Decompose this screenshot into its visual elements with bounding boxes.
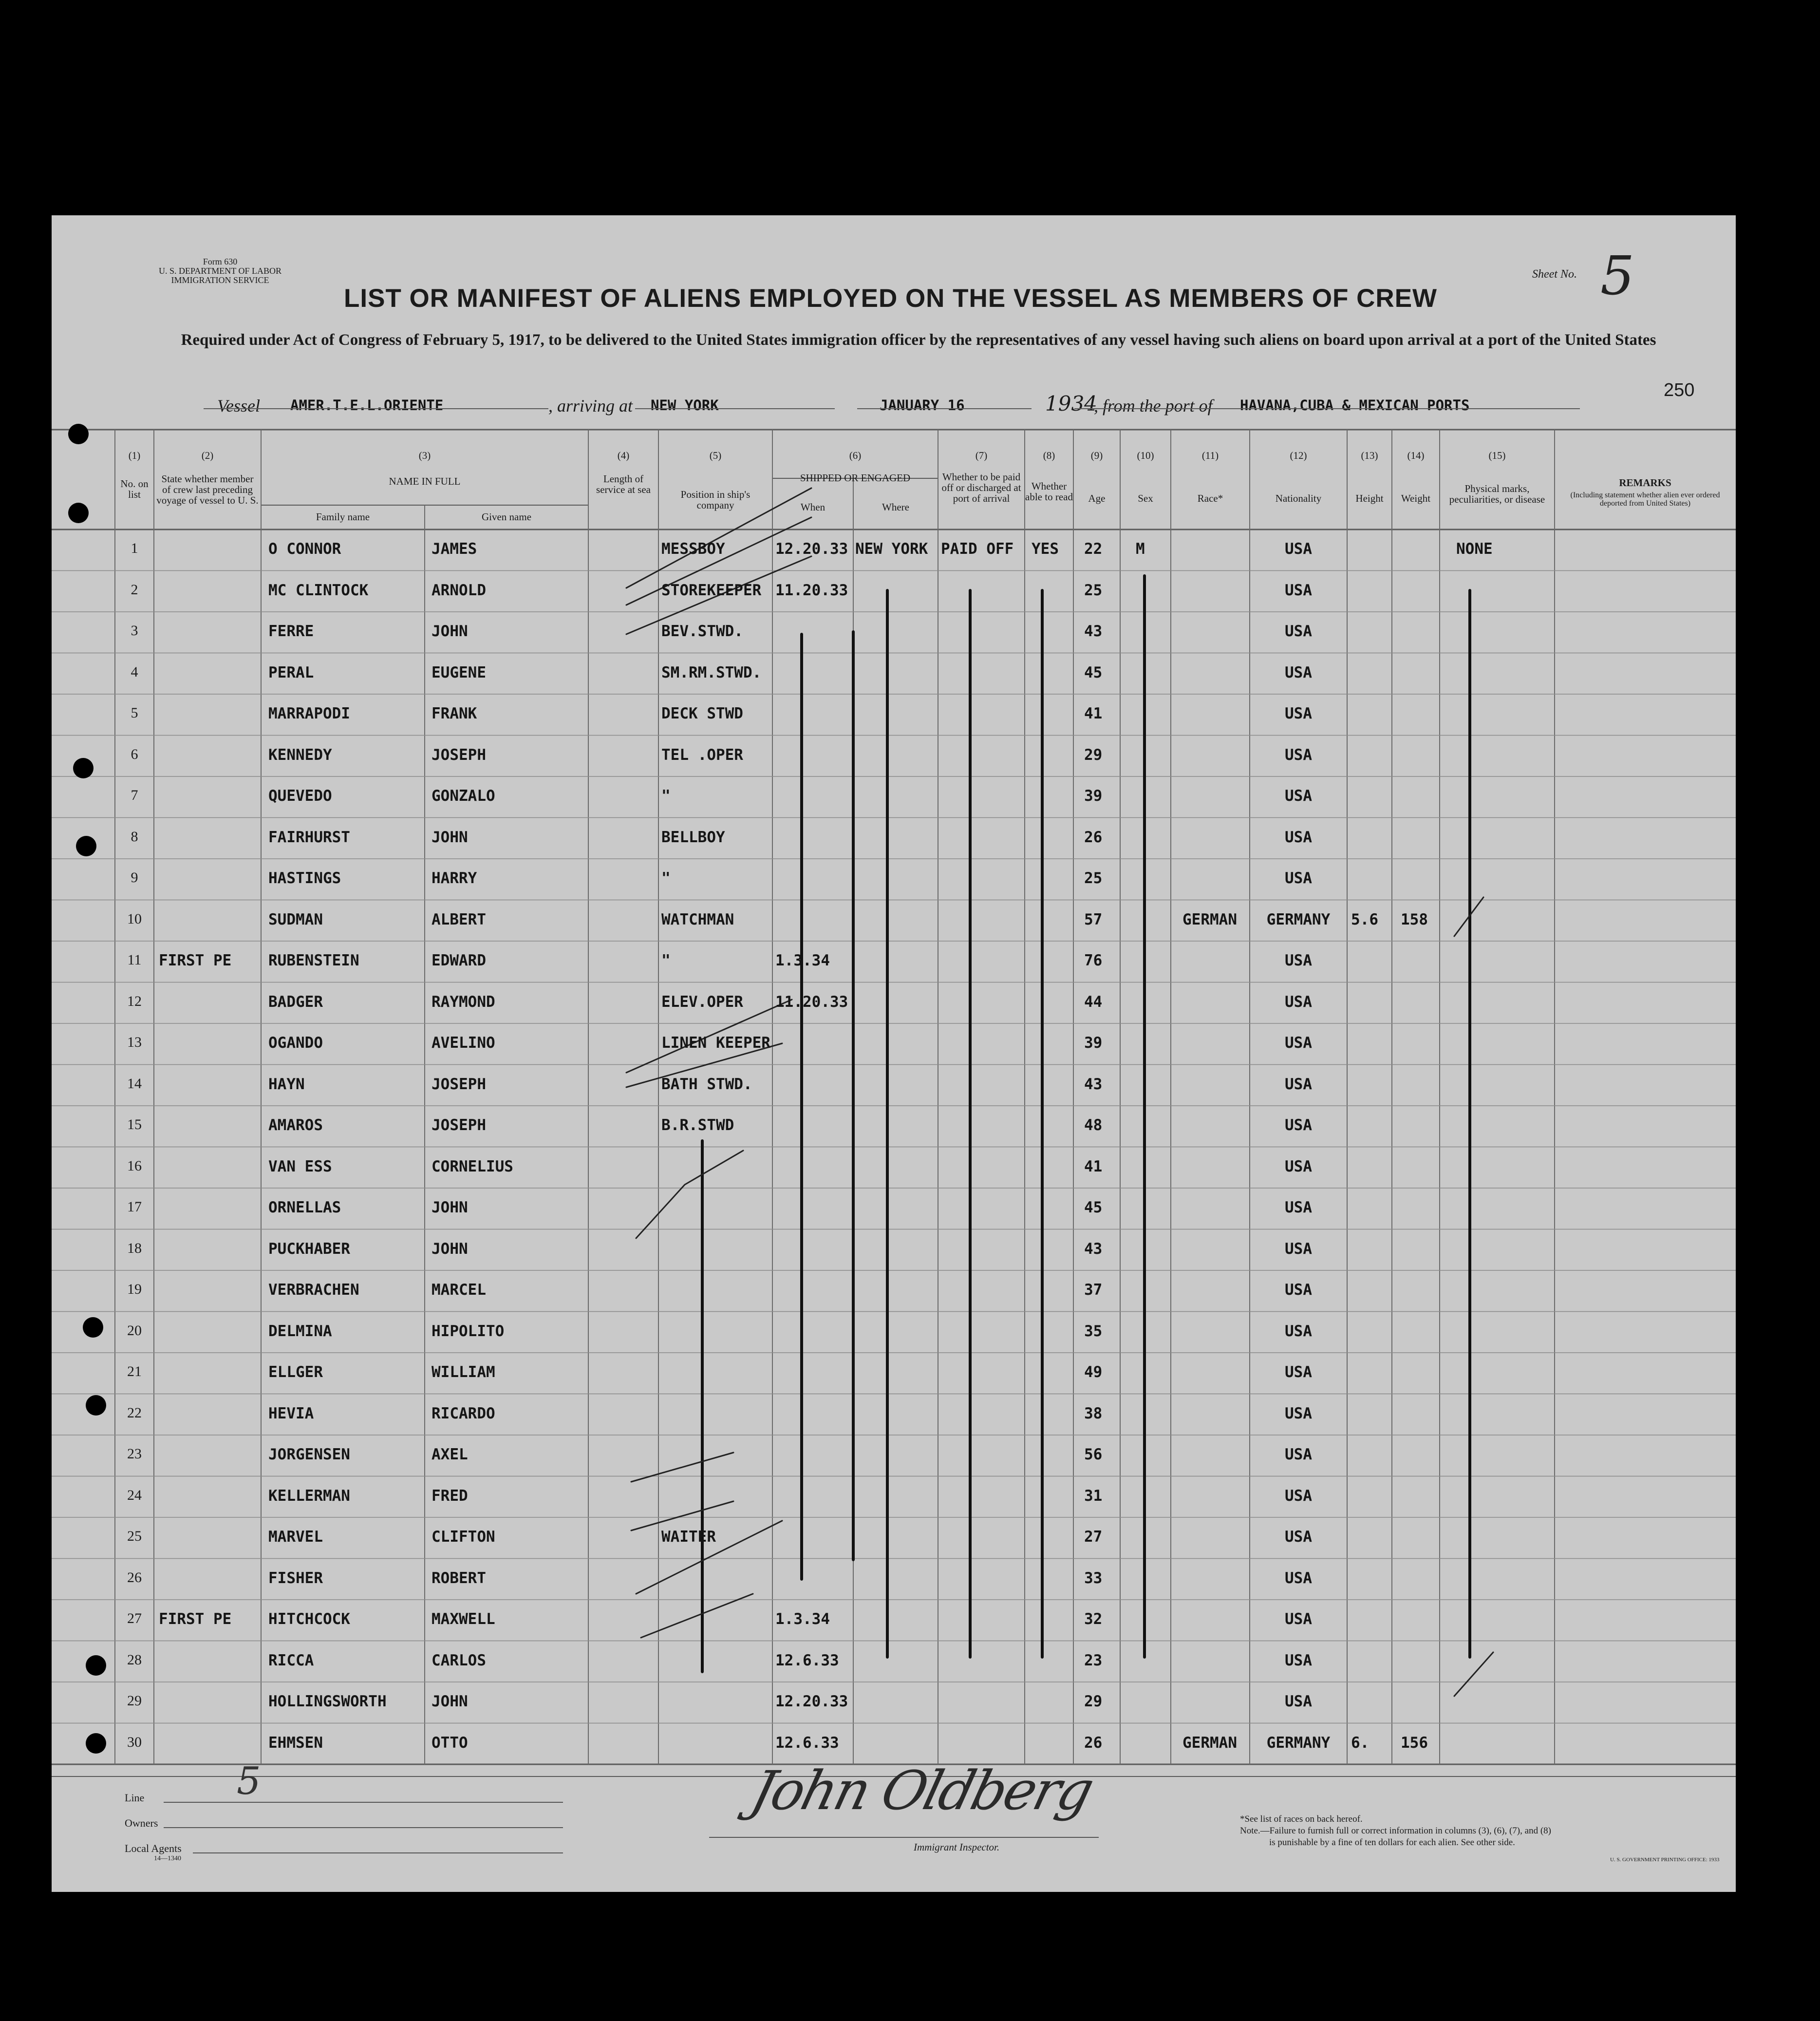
age-cell: 26 — [1084, 1734, 1103, 1752]
family-name-cell: HASTINGS — [268, 869, 341, 887]
arrival-port: NEW YORK — [651, 397, 719, 414]
races-note: *See list of races on back hereof. — [1240, 1814, 1363, 1824]
col13-num: (13) — [1361, 450, 1378, 461]
family-name-cell: HAYN — [268, 1075, 305, 1093]
col15-num: (15) — [1488, 450, 1506, 461]
col10-num: (10) — [1137, 450, 1154, 461]
position-cell: " — [661, 869, 671, 887]
age-cell: 41 — [1084, 705, 1103, 722]
position-cell: WATCHMAN — [661, 910, 734, 928]
given-name-cell: ARNOLD — [432, 581, 486, 599]
position-cell: ELEV.OPER — [661, 993, 743, 1011]
age-cell: 43 — [1084, 623, 1103, 640]
given-name-cell: HARRY — [432, 869, 477, 887]
given-name-cell: AXEL — [432, 1446, 468, 1463]
age-cell: 57 — [1084, 910, 1103, 928]
given-name-cell: CARLOS — [432, 1651, 486, 1669]
line-value: 5 — [237, 1759, 261, 1803]
col8-header: Whether able to read — [1025, 480, 1073, 503]
family-name-cell: HITCHCOCK — [268, 1610, 350, 1628]
position-cell: BEV.STWD. — [661, 623, 743, 640]
nationality-cell: GERMANY — [1266, 1734, 1331, 1752]
nationality-cell: USA — [1285, 746, 1312, 764]
age-cell: 44 — [1084, 993, 1103, 1011]
fine-note-2: is punishable by a fine of ten dollars for each alien. See other side. — [1269, 1837, 1515, 1848]
age-cell: 29 — [1084, 746, 1103, 764]
family-name-cell: BADGER — [268, 993, 323, 1011]
paid-off-cell: PAID OFF — [941, 540, 1014, 558]
family-name-cell: VERBRACHEN — [268, 1281, 359, 1299]
position-cell: LINEN KEEPER — [661, 1034, 770, 1052]
row-number: 17 — [127, 1199, 142, 1215]
nationality-cell: USA — [1285, 581, 1312, 599]
nationality-cell: USA — [1285, 540, 1312, 558]
vessel-label: Vessel — [217, 396, 260, 416]
shipped-when-cell: 11.20.33 — [775, 993, 848, 1011]
family-name-cell: JORGENSEN — [268, 1446, 350, 1463]
age-cell: 25 — [1084, 869, 1103, 887]
punch-hole — [68, 424, 89, 444]
col14-header: Weight — [1401, 492, 1431, 504]
family-name-cell: DELMINA — [268, 1322, 332, 1340]
col11-num: (11) — [1201, 450, 1219, 461]
col3-family-header: Family name — [316, 511, 370, 523]
from-port-label: , from the port of — [1094, 396, 1213, 416]
punch-hole — [73, 758, 94, 778]
row-number: 27 — [127, 1610, 142, 1626]
line-label: Line — [125, 1792, 145, 1804]
nationality-cell: USA — [1285, 952, 1312, 969]
height-cell: 6. — [1351, 1734, 1370, 1752]
col7-num: (7) — [975, 450, 988, 461]
col11-header: Race* — [1197, 492, 1223, 504]
nationality-cell: USA — [1285, 993, 1312, 1011]
col9-header: Age — [1088, 492, 1106, 504]
row-number: 9 — [131, 869, 138, 886]
col7-header: Whether to be paid off or discharged at port of arrival — [941, 471, 1021, 504]
able-to-read-cell: YES — [1032, 540, 1059, 558]
family-name-cell: MC CLINTOCK — [268, 581, 369, 599]
shipped-when-cell: 12.6.33 — [775, 1651, 839, 1669]
col13-header: Height — [1355, 492, 1384, 504]
age-cell: 33 — [1084, 1569, 1103, 1587]
nationality-cell: USA — [1285, 1693, 1312, 1710]
age-cell: 23 — [1084, 1651, 1103, 1669]
age-cell: 39 — [1084, 1034, 1103, 1052]
given-name-cell: AVELINO — [432, 1034, 495, 1052]
family-name-cell: FISHER — [268, 1569, 323, 1587]
col2-header: State whether member of crew last preceding voyage of vessel to U. S. — [156, 473, 259, 506]
nationality-cell: USA — [1285, 1487, 1312, 1505]
given-name-cell: EUGENE — [432, 663, 486, 681]
col4-header: Length of service at sea — [596, 473, 651, 495]
punch-hole — [86, 1395, 106, 1416]
arrival-date: JANUARY 16 — [880, 397, 965, 414]
family-name-cell: PERAL — [268, 663, 314, 681]
family-name-cell: FERRE — [268, 623, 314, 640]
age-cell: 45 — [1084, 663, 1103, 681]
position-cell: TEL .OPER — [661, 746, 743, 764]
col6-where-header: Where — [882, 501, 909, 513]
row-number: 15 — [127, 1116, 142, 1133]
sheet-no-label: Sheet No. — [1532, 268, 1577, 281]
manifest-title: LIST OR MANIFEST OF ALIENS EMPLOYED ON THE VESSEL AS MEMBERS OF CREW — [344, 284, 1438, 313]
col15-header: Physical marks, peculiarities, or disease — [1449, 483, 1545, 505]
nationality-cell: USA — [1285, 1446, 1312, 1463]
col14-num: (14) — [1407, 450, 1425, 461]
given-name-cell: MARCEL — [432, 1281, 486, 1299]
owners-label: Owners — [125, 1817, 158, 1829]
inspector-signature: John Oldberg — [745, 1759, 1099, 1822]
age-cell: 49 — [1084, 1363, 1103, 1381]
age-cell: 26 — [1084, 828, 1103, 846]
family-name-cell: QUEVEDO — [268, 787, 332, 805]
age-cell: 38 — [1084, 1404, 1103, 1422]
family-name-cell: AMAROS — [268, 1116, 323, 1134]
shipped-when-cell: 12.20.33 — [775, 1693, 848, 1710]
col9-num: (9) — [1090, 450, 1103, 461]
given-name-cell: JOHN — [432, 1693, 468, 1710]
family-name-cell: FAIRHURST — [268, 828, 350, 846]
row-number: 23 — [127, 1446, 142, 1462]
row-number: 26 — [127, 1569, 142, 1586]
nationality-cell: USA — [1285, 663, 1312, 681]
col2-num: (2) — [201, 450, 214, 461]
shipped-when-cell: 1.3.34 — [775, 952, 830, 969]
given-name-cell: JOSEPH — [432, 746, 486, 764]
family-name-cell: MARVEL — [268, 1528, 323, 1546]
row-number: 25 — [127, 1528, 142, 1544]
sex-cell: M — [1136, 540, 1145, 558]
row-number: 19 — [127, 1281, 142, 1297]
row-number: 21 — [127, 1363, 142, 1379]
shipped-when-cell: 12.6.33 — [775, 1734, 839, 1752]
row-number: 5 — [131, 705, 138, 721]
race-cell: GERMAN — [1182, 1734, 1237, 1752]
sheet-no-value: 5 — [1600, 245, 1634, 307]
col10-header: Sex — [1138, 492, 1153, 504]
age-cell: 45 — [1084, 1199, 1103, 1216]
punch-hole — [83, 1317, 103, 1338]
age-cell: 27 — [1084, 1528, 1103, 1546]
row-number: 2 — [131, 581, 138, 598]
position-cell: DECK STWD — [661, 705, 743, 722]
age-cell: 48 — [1084, 1116, 1103, 1134]
age-cell: 76 — [1084, 952, 1103, 969]
family-name-cell: O CONNOR — [268, 540, 341, 558]
age-cell: 43 — [1084, 1075, 1103, 1093]
age-cell: 29 — [1084, 1693, 1103, 1710]
age-cell: 25 — [1084, 581, 1103, 599]
shipped-when-cell: 11.20.33 — [775, 581, 848, 599]
previous-voyage-cell: FIRST PE — [159, 952, 232, 969]
given-name-cell: HIPOLITO — [432, 1322, 505, 1340]
given-name-cell: CORNELIUS — [432, 1157, 513, 1175]
row-number: 7 — [131, 787, 138, 803]
nationality-cell: USA — [1285, 623, 1312, 640]
position-cell: MESSBOY — [661, 540, 725, 558]
service-name: IMMIGRATION SERVICE — [171, 275, 269, 285]
given-name-cell: WILLIAM — [432, 1363, 495, 1381]
given-name-cell: OTTO — [432, 1734, 468, 1752]
row-number: 11 — [127, 952, 142, 968]
vessel-name: AMER.T.E.L.ORIENTE — [290, 397, 444, 414]
age-cell: 39 — [1084, 787, 1103, 805]
given-name-cell: CLIFTON — [432, 1528, 495, 1546]
nationality-cell: USA — [1285, 1569, 1312, 1587]
family-name-cell: KENNEDY — [268, 746, 332, 764]
row-number: 13 — [127, 1034, 142, 1050]
given-name-cell: JOHN — [432, 623, 468, 640]
row-number: 20 — [127, 1322, 142, 1339]
family-name-cell: SUDMAN — [268, 910, 323, 928]
punch-hole — [68, 503, 89, 523]
local-agents-label: Local Agents — [125, 1842, 182, 1854]
arriving-label: , arriving at — [548, 396, 633, 416]
col5-header: Position in ship's company — [680, 489, 751, 511]
row-number: 10 — [127, 910, 142, 927]
col3-num: (3) — [418, 450, 431, 461]
col3-given-header: Given name — [481, 511, 532, 523]
nationality-cell: GERMANY — [1266, 910, 1331, 928]
nationality-cell: USA — [1285, 787, 1312, 805]
col12-header: Nationality — [1275, 492, 1322, 504]
given-name-cell: ROBERT — [432, 1569, 486, 1587]
manifest-subtitle: Required under Act of Congress of February 5, 1917, to be delivered to the United States immigration officer by the representatives of any vessel having such aliens on board upon arrival at a port of the United States — [181, 331, 1656, 349]
age-cell: 22 — [1084, 540, 1103, 558]
given-name-cell: JOHN — [432, 1199, 468, 1216]
agents-form-number: 14—1340 — [154, 1855, 181, 1862]
punch-hole — [76, 836, 96, 856]
given-name-cell: JAMES — [432, 540, 477, 558]
family-name-cell: PUCKHABER — [268, 1240, 350, 1258]
weight-cell: 158 — [1401, 910, 1428, 928]
age-cell: 41 — [1084, 1157, 1103, 1175]
given-name-cell: JOHN — [432, 1240, 468, 1258]
given-name-cell: RICARDO — [432, 1404, 495, 1422]
fine-note-1: Note.—Failure to furnish full or correct information in columns (3), (6), (7), and (8) — [1240, 1826, 1551, 1836]
row-number: 18 — [127, 1240, 142, 1256]
form-number: Form 630 — [203, 257, 238, 266]
position-cell: SM.RM.STWD. — [661, 663, 762, 681]
row-number: 24 — [127, 1487, 142, 1503]
race-cell: GERMAN — [1182, 910, 1237, 928]
col5-num: (5) — [709, 450, 722, 461]
col3-header: NAME IN FULL — [389, 475, 461, 487]
nationality-cell: USA — [1285, 1116, 1312, 1134]
given-name-cell: MAXWELL — [432, 1610, 495, 1628]
nationality-cell: USA — [1285, 869, 1312, 887]
printer-imprint: U. S. GOVERNMENT PRINTING OFFICE: 1933 — [1610, 1857, 1720, 1863]
family-name-cell: RUBENSTEIN — [268, 952, 359, 969]
given-name-cell: ALBERT — [432, 910, 486, 928]
age-cell: 35 — [1084, 1322, 1103, 1340]
col8-num: (8) — [1043, 450, 1055, 461]
family-name-cell: EHMSEN — [268, 1734, 323, 1752]
col12-num: (12) — [1290, 450, 1307, 461]
arrival-year: 1934 — [1045, 392, 1097, 416]
weight-cell: 156 — [1401, 1734, 1428, 1752]
nationality-cell: USA — [1285, 1157, 1312, 1175]
family-name-cell: HOLLINGSWORTH — [268, 1693, 387, 1710]
position-cell: " — [661, 952, 671, 969]
family-name-cell: KELLERMAN — [268, 1487, 350, 1505]
stamp-number: 250 — [1664, 380, 1695, 400]
row-number: 3 — [131, 623, 138, 639]
family-name-cell: HEVIA — [268, 1404, 314, 1422]
row-number: 8 — [131, 828, 138, 845]
departure-port: HAVANA,CUBA & MEXICAN PORTS — [1240, 397, 1470, 414]
nationality-cell: USA — [1285, 1528, 1312, 1546]
family-name-cell: ELLGER — [268, 1363, 323, 1381]
given-name-cell: JOSEPH — [432, 1075, 486, 1093]
manifest-sheet — [52, 215, 1736, 1892]
shipped-when-cell: 1.3.34 — [775, 1610, 830, 1628]
remarks-header: REMARKS — [1619, 477, 1671, 489]
previous-voyage-cell: FIRST PE — [159, 1610, 232, 1628]
col4-num: (4) — [617, 450, 630, 461]
col1-num: (1) — [128, 450, 141, 461]
nationality-cell: USA — [1285, 1281, 1312, 1299]
row-number: 28 — [127, 1651, 142, 1668]
nationality-cell: USA — [1285, 705, 1312, 722]
age-cell: 31 — [1084, 1487, 1103, 1505]
given-name-cell: FRANK — [432, 705, 477, 722]
punch-hole — [86, 1733, 106, 1754]
remarks-subheader: (Including statement whether alien ever ordered deported from United States) — [1570, 491, 1720, 508]
footer-rules — [52, 215, 1736, 1892]
shipped-where-cell: NEW YORK — [855, 540, 928, 558]
family-name-cell: ORNELLAS — [268, 1199, 341, 1216]
row-number: 14 — [127, 1075, 142, 1092]
col6-when-header: When — [800, 501, 826, 513]
nationality-cell: USA — [1285, 1199, 1312, 1216]
col6-header: SHIPPED OR ENGAGED — [800, 472, 911, 484]
position-cell: B.R.STWD — [661, 1116, 734, 1134]
nationality-cell: USA — [1285, 1034, 1312, 1052]
position-cell: BELLBOY — [661, 828, 725, 846]
family-name-cell: OGANDO — [268, 1034, 323, 1052]
given-name-cell: JOSEPH — [432, 1116, 486, 1134]
position-cell: STOREKEEPER — [661, 581, 762, 599]
col1-header: No. on list — [120, 478, 149, 500]
col6-num: (6) — [849, 450, 862, 461]
family-name-cell: MARRAPODI — [268, 705, 350, 722]
row-number: 6 — [131, 746, 138, 762]
age-cell: 56 — [1084, 1446, 1103, 1463]
row-number: 16 — [127, 1157, 142, 1174]
row-number: 12 — [127, 993, 142, 1009]
row-number: 30 — [127, 1734, 142, 1750]
height-cell: 5.6 — [1351, 910, 1378, 928]
given-name-cell: RAYMOND — [432, 993, 495, 1011]
nationality-cell: USA — [1285, 1322, 1312, 1340]
nationality-cell: USA — [1285, 1651, 1312, 1669]
position-cell: " — [661, 787, 671, 805]
department-name: U. S. DEPARTMENT OF LABOR — [159, 266, 281, 276]
given-name-cell: GONZALO — [432, 787, 495, 805]
punch-hole — [86, 1655, 106, 1676]
family-name-cell: RICCA — [268, 1651, 314, 1669]
nationality-cell: USA — [1285, 1404, 1312, 1422]
nationality-cell: USA — [1285, 1075, 1312, 1093]
age-cell: 43 — [1084, 1240, 1103, 1258]
position-cell: BATH STWD. — [661, 1075, 752, 1093]
nationality-cell: USA — [1285, 828, 1312, 846]
given-name-cell: EDWARD — [432, 952, 486, 969]
row-number: 22 — [127, 1404, 142, 1421]
age-cell: 32 — [1084, 1610, 1103, 1628]
given-name-cell: JOHN — [432, 828, 468, 846]
physical-marks-cell: NONE — [1456, 540, 1493, 558]
row-number: 4 — [131, 663, 138, 680]
inspector-label: Immigrant Inspector. — [914, 1841, 1000, 1853]
family-name-cell: VAN ESS — [268, 1157, 332, 1175]
nationality-cell: USA — [1285, 1610, 1312, 1628]
nationality-cell: USA — [1285, 1363, 1312, 1381]
row-number: 1 — [131, 540, 138, 556]
position-cell: WAITER — [661, 1528, 716, 1546]
shipped-when-cell: 12.20.33 — [775, 540, 848, 558]
nationality-cell: USA — [1285, 1240, 1312, 1258]
given-name-cell: FRED — [432, 1487, 468, 1505]
age-cell: 37 — [1084, 1281, 1103, 1299]
row-number: 29 — [127, 1693, 142, 1709]
